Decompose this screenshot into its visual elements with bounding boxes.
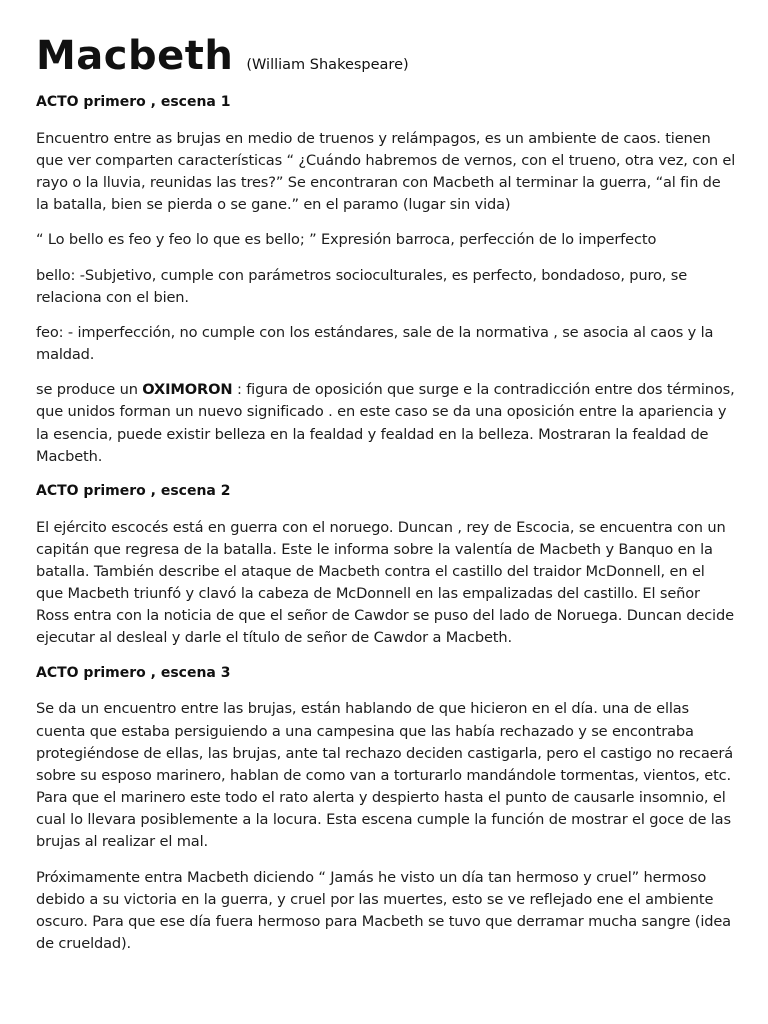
- section-heading: ACTO primero , escena 1: [36, 94, 231, 110]
- title-row: [36, 34, 736, 78]
- paragraph: “ Lo bello es feo y feo lo que es bello; ” Expresión barroca, perfección de lo imperfecto: [36, 231, 657, 249]
- section-heading: ACTO primero , escena 2: [36, 482, 231, 499]
- section-act1-scene1: [36, 92, 736, 468]
- document-author: (William Shakespeare): [246, 57, 409, 73]
- oximoron-paragraph: [36, 379, 736, 468]
- oximoron-definition: : figura de oposición que surge e la contradicción entre dos términos, que unidos forman un nuevo significado . en este caso se da una oposición entre la apariencia y la esencia, puede existir belleza en la fealdad y fealdad en la belleza. Mostraran la fealdad de Macbeth.: [36, 381, 735, 465]
- paragraph: feo: - imperfección, no cumple con los estándares, sale de la normativa , se asocia al caos y la maldad.: [36, 323, 714, 364]
- section-act1-scene2: [36, 481, 736, 650]
- section-heading: ACTO primero , escena 3: [36, 664, 231, 681]
- document-title: Macbeth: [36, 33, 234, 79]
- paragraph: El ejército escocés está en guerra con el noruego. Duncan , rey de Escocia, se encuentra con un capitán que regresa de la batalla. Este le informa sobre la valentía de Macbeth y Banquo en la batalla. También describe el ataque de Macbeth contra el castillo del traidor McDonnell, en el que Macbeth triunfó y clavó la cabeza de McDonnell en las empalizadas del castillo. El señor Ross entra con la noticia de que el señor de Cawdor se puso del lado de Noruega. Duncan decide ejecutar al desleal y darle el título de señor de Cawdor a Macbeth.: [36, 518, 734, 647]
- paragraph: Próximamente entra Macbeth diciendo “ Jamás he visto un día tan hermoso y cruel” hermoso debido a su victoria en la guerra, y cruel por las muertes, esto se ve reflejado ene el ambiente oscuro. Para que ese día fuera hermoso para Macbeth se tuvo que derramar mucha sangre (idea de crueldad).: [36, 868, 731, 953]
- paragraph: Encuentro entre as brujas en medio de truenos y relámpagos, es un ambiente de caos. tienen que ver comparten características “ ¿Cuándo habremos de vernos, con el trueno, otra vez, con el rayo o la lluvia, reunidas las tres?” Se encontraran con Macbeth al terminar la guerra, “al fin de la batalla, bien se pierda o se gane.” en el paramo (lugar sin vida): [36, 129, 736, 214]
- oximoron-term: OXIMORON: [142, 381, 233, 399]
- paragraph: Se da un encuentro entre las brujas, están hablando de que hicieron en el día. una de ellas cuenta que estaba persiguiendo a una campesina que las había rechazado y se encontraba protegiéndose de ellas, las brujas, ante tal rechazo deciden castigarla, pero el castigo no recaerá sobre su esposo marinero, hablan de como van a torturarlo mandándole tormentas, vientos, etc. Para que el marinero este todo el rato alerta y despierto hasta el punto de causarle insomnio, el cual lo llevara posiblemente a la locura. Esta escena cumple la función de mostrar el goce de las brujas al realizar el mal.: [36, 700, 734, 851]
- section-act1-scene3: [36, 663, 736, 956]
- paragraph: bello: -Subjetivo, cumple con parámetros socioculturales, es perfecto, bondadoso, puro, se relaciona con el bien.: [36, 266, 688, 306]
- oximoron-lead: se produce un: [36, 381, 143, 399]
